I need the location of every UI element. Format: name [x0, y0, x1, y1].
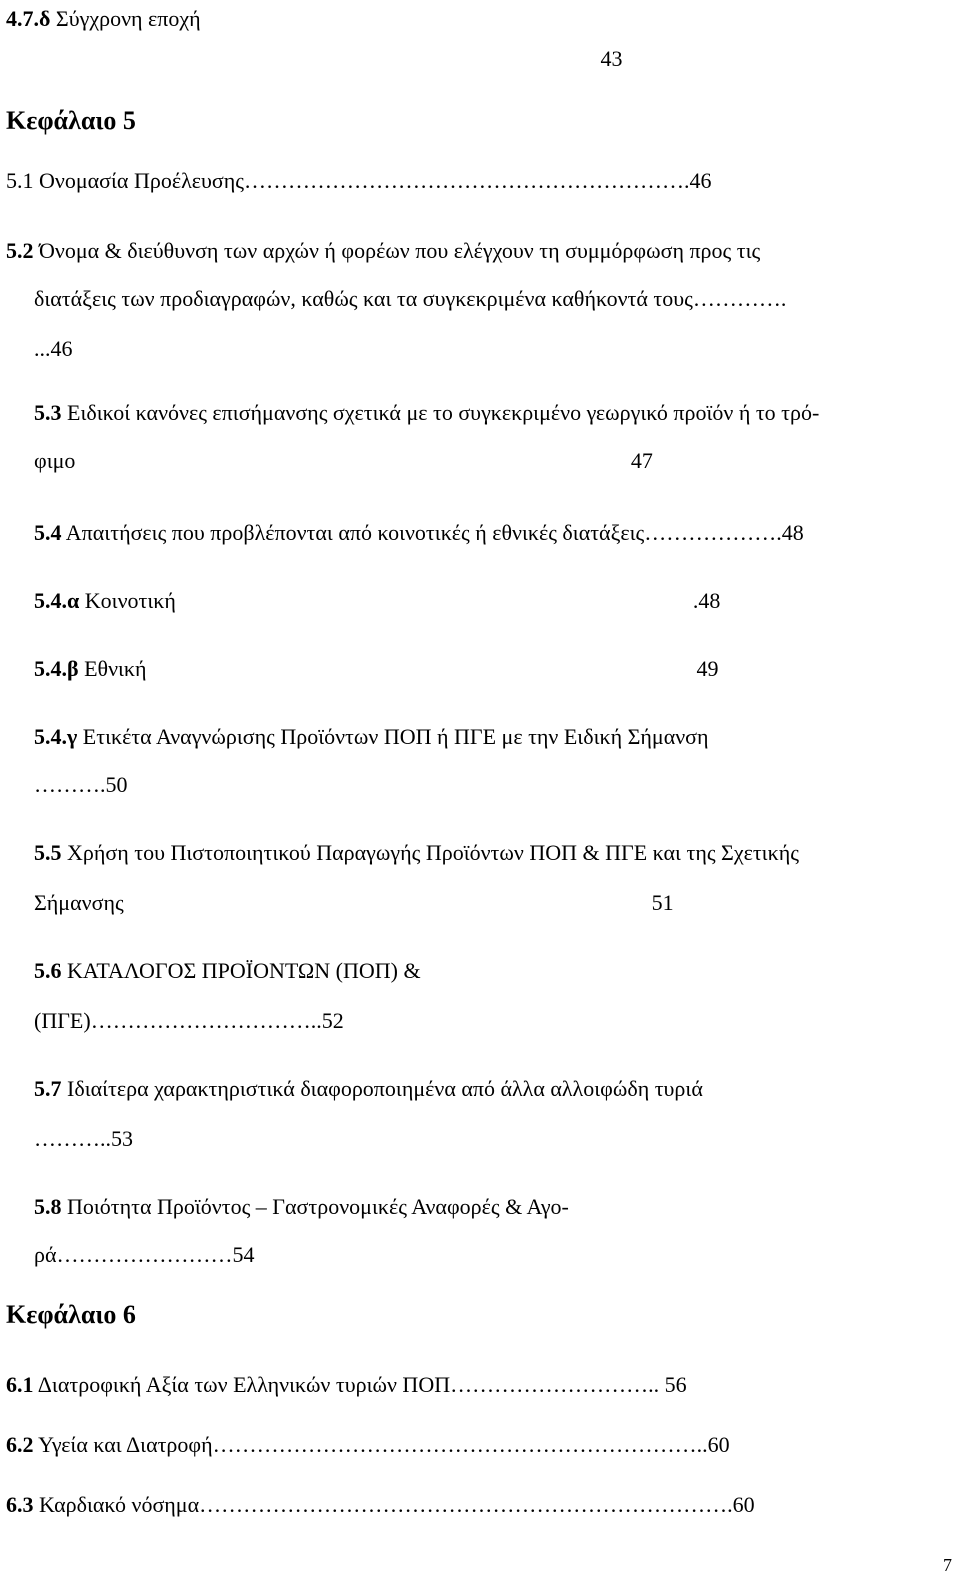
toc-title: Κοινοτική .48 — [79, 588, 721, 613]
toc-line-5-8 — [34, 1194, 569, 1220]
toc-number: 6.2 — [6, 1432, 34, 1457]
toc-line-5-4-a — [34, 588, 720, 614]
toc-line-5-7 — [34, 1076, 703, 1102]
page-number: 7 — [943, 1555, 952, 1575]
toc-title: Διατροφική Αξία των Ελληνικών τυριών ΠΟΠ……………………….. 56 — [33, 1372, 687, 1397]
toc-line-5-4-b — [34, 656, 719, 682]
toc-number: 5.7 — [34, 1076, 62, 1101]
toc-title: Καρδιακό νόσημα……………………………………………………………….60 — [33, 1492, 755, 1517]
toc-line-6-2 — [6, 1432, 730, 1458]
toc-line-5-2-page: ...46 — [34, 336, 73, 361]
toc-title: Απαιτήσεις που προβλέπονται από κοινοτικές ή εθνικές διατάξεις……………….48 — [61, 520, 804, 545]
toc-title: Ιδιαίτερα χαρακτηριστικά διαφοροποιημένα από άλλα αλλοιφώδη τυριά — [61, 1076, 703, 1101]
toc-line-5-1: 5.1 Ονομασία Προέλευσης…………………………………………………….46 — [6, 168, 712, 193]
toc-title: Χρήση του Πιστοποιητικού Παραγωγής Προϊόντων ΠΟΠ & ΠΓΕ και της Σχετικής — [61, 840, 799, 865]
toc-number: 5.4 — [34, 520, 62, 545]
toc-title: ΚΑΤΑΛΟΓΟΣ ΠΡΟΪΟΝΤΩΝ (ΠΟΠ) & — [61, 958, 421, 983]
toc-title: Σύγχρονη εποχή — [50, 6, 201, 31]
chapter-5-heading: Κεφάλαιο 5 — [6, 106, 136, 135]
toc-number: 4.7.δ — [6, 6, 51, 31]
toc-number: 5.5 — [34, 840, 62, 865]
toc-line-5-5 — [34, 840, 799, 866]
toc-line-6-3 — [6, 1492, 755, 1518]
toc-line-5-6-cont: (ΠΓΕ)…………………………..52 — [34, 1008, 344, 1033]
toc-title: Ετικέτα Αναγνώρισης Προϊόντων ΠΟΠ ή ΠΓΕ με την Ειδική Σήμανση — [77, 724, 709, 749]
toc-title: Όνομα & διεύθυνση των αρχών ή φορέων που ελέγχουν τη συμμόρφωση προς τις — [33, 238, 761, 263]
toc-number: 5.4.β — [34, 656, 79, 681]
toc-number: 5.6 — [34, 958, 62, 983]
toc-line-5-4 — [34, 520, 804, 546]
toc-title: Ειδικοί κανόνες επισήμανσης σχετικά με το συγκεκριμένο γεωργικό προϊόν ή το τρό- — [61, 400, 820, 425]
toc-number: 5.2 — [6, 238, 34, 263]
toc-line-5-4-g-page: ……….50 — [34, 772, 128, 797]
toc-number: 5.3 — [34, 400, 62, 425]
toc-line-5-7-page: ………..53 — [34, 1126, 133, 1151]
toc-line-5-6 — [34, 958, 421, 984]
toc-line-6-1 — [6, 1372, 687, 1398]
toc-number: 5.4.α — [34, 588, 80, 613]
toc-line-5-3-cont: φιμο 47 — [34, 448, 653, 473]
chapter-6-heading: Κεφάλαιο 6 — [6, 1300, 136, 1329]
toc-line-5-2 — [6, 238, 760, 264]
toc-title: Εθνική 49 — [78, 656, 719, 681]
toc-number: 6.1 — [6, 1372, 34, 1397]
toc-line-5-5-cont: Σήμανσης 51 — [34, 890, 674, 915]
toc-number: 5.8 — [34, 1194, 62, 1219]
toc-line-5-3 — [34, 400, 819, 426]
toc-title: Ποιότητα Προϊόντος – Γαστρονομικές Αναφορές & Αγο- — [61, 1194, 569, 1219]
toc-line-5-4-g — [34, 724, 709, 750]
toc-number: 5.4.γ — [34, 724, 78, 749]
toc-line-4-7-d — [6, 6, 201, 32]
toc-title: Υγεία και Διατροφή…………………………………………………………..60 — [33, 1432, 730, 1457]
toc-line-5-2-cont: διατάξεις των προδιαγραφών, καθώς και τα συγκεκριμένα καθήκοντά τους…………. — [34, 286, 787, 311]
toc-line-4-7-d-page: 43 — [34, 46, 623, 71]
toc-number: 6.3 — [6, 1492, 34, 1517]
toc-line-5-8-cont: ρά……………………54 — [34, 1242, 255, 1267]
